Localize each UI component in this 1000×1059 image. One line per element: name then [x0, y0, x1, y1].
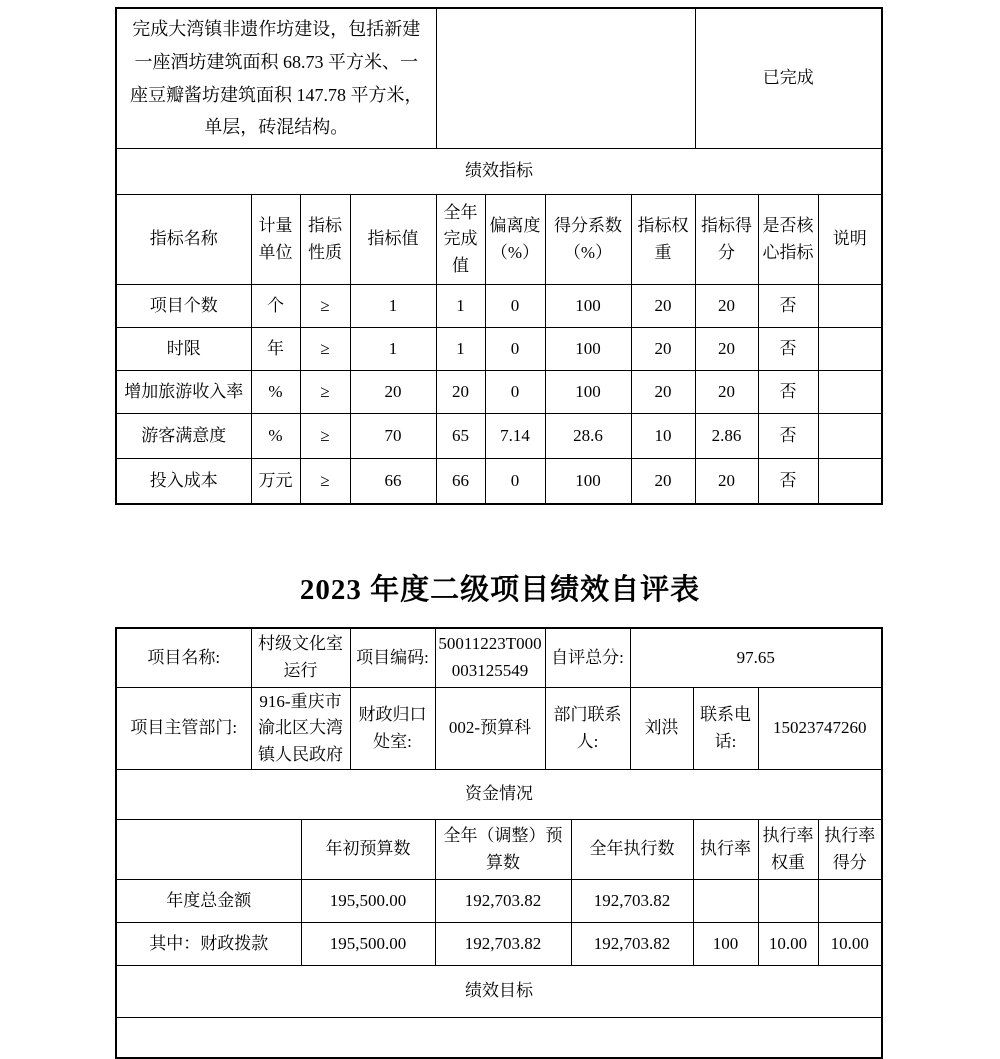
project-name-value: 村级文化室运行 — [251, 628, 350, 688]
table-cell: 192,703.82 — [435, 880, 571, 923]
dept-value: 916-重庆市渝北区大湾镇人民政府 — [251, 688, 350, 770]
section-header-row — [116, 149, 882, 195]
table-cell: 否 — [758, 328, 818, 371]
table-cell: 增加旅游收入率 — [116, 371, 251, 414]
empty-cell — [116, 1018, 882, 1058]
table-row — [116, 459, 882, 504]
table-cell: 20 — [631, 285, 695, 328]
status-value: 已完成 — [695, 8, 882, 149]
table-cell: 20 — [631, 371, 695, 414]
table-cell: 100 — [545, 459, 631, 504]
table-cell: 20 — [350, 371, 436, 414]
table-cell: 年 — [251, 328, 300, 371]
table-cell: 65 — [436, 414, 485, 459]
table-cell: 0 — [485, 371, 545, 414]
funds-header-row — [116, 820, 882, 880]
column-header: 偏离度（%） — [485, 195, 545, 285]
table-cell — [818, 414, 882, 459]
column-header: 指标值 — [350, 195, 436, 285]
column-header: 指标名称 — [116, 195, 251, 285]
finance-office-value: 002-预算科 — [435, 688, 545, 770]
table-cell: 0 — [485, 328, 545, 371]
table-cell: 28.6 — [545, 414, 631, 459]
section-header-row — [116, 966, 882, 1018]
contact-value: 刘洪 — [630, 688, 693, 770]
column-header: 得分系数（%） — [545, 195, 631, 285]
column-header: 指标权重 — [631, 195, 695, 285]
table-cell: ≥ — [300, 328, 350, 371]
table-cell: 否 — [758, 414, 818, 459]
table-cell: 70 — [350, 414, 436, 459]
document-page — [115, 7, 885, 1059]
project-name-label: 项目名称: — [116, 628, 251, 688]
table-cell — [818, 371, 882, 414]
table-cell: 20 — [695, 285, 758, 328]
table-cell: 1 — [436, 285, 485, 328]
table-cell: 否 — [758, 285, 818, 328]
column-header: 计量单位 — [251, 195, 300, 285]
phone-value: 15023747260 — [758, 688, 882, 770]
table-cell: 192,703.82 — [435, 923, 571, 966]
table-cell: 20 — [695, 371, 758, 414]
column-header: 执行率 — [693, 820, 758, 880]
table-cell: % — [251, 414, 300, 459]
table-row — [116, 8, 882, 149]
table-row — [116, 285, 882, 328]
table-cell: 20 — [436, 371, 485, 414]
table-cell: 0 — [485, 459, 545, 504]
table-cell — [693, 880, 758, 923]
table-cell: 10.00 — [818, 923, 882, 966]
row-label: 年度总金额 — [116, 880, 301, 923]
table-row — [116, 328, 882, 371]
project-code-label: 项目编码: — [350, 628, 435, 688]
table-cell: 个 — [251, 285, 300, 328]
table-cell: 游客满意度 — [116, 414, 251, 459]
self-score-label: 自评总分: — [545, 628, 630, 688]
column-header: 全年完成值 — [436, 195, 485, 285]
column-header: 执行率权重 — [758, 820, 818, 880]
project-code-value: 50011223T000003125549 — [435, 628, 545, 688]
table-cell: 10.00 — [758, 923, 818, 966]
table-cell: 192,703.82 — [571, 880, 693, 923]
column-header: 是否核心指标 — [758, 195, 818, 285]
table-row — [116, 371, 882, 414]
column-header: 指标性质 — [300, 195, 350, 285]
finance-office-label: 财政归口处室: — [350, 688, 435, 770]
column-header: 全年执行数 — [571, 820, 693, 880]
table-cell: 否 — [758, 459, 818, 504]
funds-row-total — [116, 880, 882, 923]
table-cell — [758, 880, 818, 923]
contact-label: 部门联系人: — [545, 688, 630, 770]
self-evaluation-table — [115, 627, 883, 1059]
table-cell: 20 — [631, 328, 695, 371]
table-cell: 否 — [758, 371, 818, 414]
table-cell: 100 — [545, 328, 631, 371]
table-cell: 2.86 — [695, 414, 758, 459]
column-header — [116, 820, 301, 880]
table-cell: % — [251, 371, 300, 414]
table-cell: ≥ — [300, 371, 350, 414]
dept-label: 项目主管部门: — [116, 688, 251, 770]
table-cell: 10 — [631, 414, 695, 459]
table-row — [116, 414, 882, 459]
section-header-row — [116, 770, 882, 820]
table-cell — [818, 880, 882, 923]
table-cell: 7.14 — [485, 414, 545, 459]
project-dept-row — [116, 688, 882, 770]
column-header-row — [116, 195, 882, 285]
page-title: 2023 年度二级项目绩效自评表 — [299, 573, 701, 606]
completion-description: 完成大湾镇非遗作坊建设，包括新建一座酒坊建筑面积 68.73 平方米、一座豆瓣酱坊建筑面积 147.78 平方米，单层，砖混结构。 — [116, 8, 436, 149]
table-cell: 100 — [545, 371, 631, 414]
table-cell: 0 — [485, 285, 545, 328]
table-cell: 66 — [436, 459, 485, 504]
project-name-row — [116, 628, 882, 688]
table-cell — [818, 285, 882, 328]
section-title-funds: 资金情况 — [116, 770, 882, 820]
table-cell: 66 — [350, 459, 436, 504]
column-header: 指标得分 — [695, 195, 758, 285]
section-title-performance-indicators: 绩效指标 — [116, 149, 882, 195]
column-header: 全年（调整）预算数 — [435, 820, 571, 880]
table-cell — [818, 328, 882, 371]
clipped-row — [116, 1018, 882, 1058]
table-cell: 100 — [545, 285, 631, 328]
table-cell: 195,500.00 — [301, 923, 435, 966]
column-header: 执行率得分 — [818, 820, 882, 880]
phone-label: 联系电话: — [693, 688, 758, 770]
row-label: 其中：财政拨款 — [116, 923, 301, 966]
empty-cell — [436, 8, 695, 149]
table-cell: 195,500.00 — [301, 880, 435, 923]
table-cell: 1 — [350, 285, 436, 328]
table-cell: 20 — [695, 328, 758, 371]
table-cell: 投入成本 — [116, 459, 251, 504]
table-cell: 时限 — [116, 328, 251, 371]
table-cell: 20 — [695, 459, 758, 504]
section-title-performance-goal: 绩效目标 — [116, 966, 882, 1018]
table-cell: ≥ — [300, 414, 350, 459]
table-cell: ≥ — [300, 459, 350, 504]
table-cell: 项目个数 — [116, 285, 251, 328]
table-cell: 100 — [693, 923, 758, 966]
table-cell: 万元 — [251, 459, 300, 504]
self-score-value: 97.65 — [630, 628, 882, 688]
performance-indicator-table — [115, 7, 883, 505]
funds-row-fiscal — [116, 923, 882, 966]
table-cell: 1 — [436, 328, 485, 371]
table-cell: ≥ — [300, 285, 350, 328]
column-header: 说明 — [818, 195, 882, 285]
table-cell — [818, 459, 882, 504]
column-header: 年初预算数 — [301, 820, 435, 880]
table-cell: 20 — [631, 459, 695, 504]
table-cell: 1 — [350, 328, 436, 371]
table-cell: 192,703.82 — [571, 923, 693, 966]
